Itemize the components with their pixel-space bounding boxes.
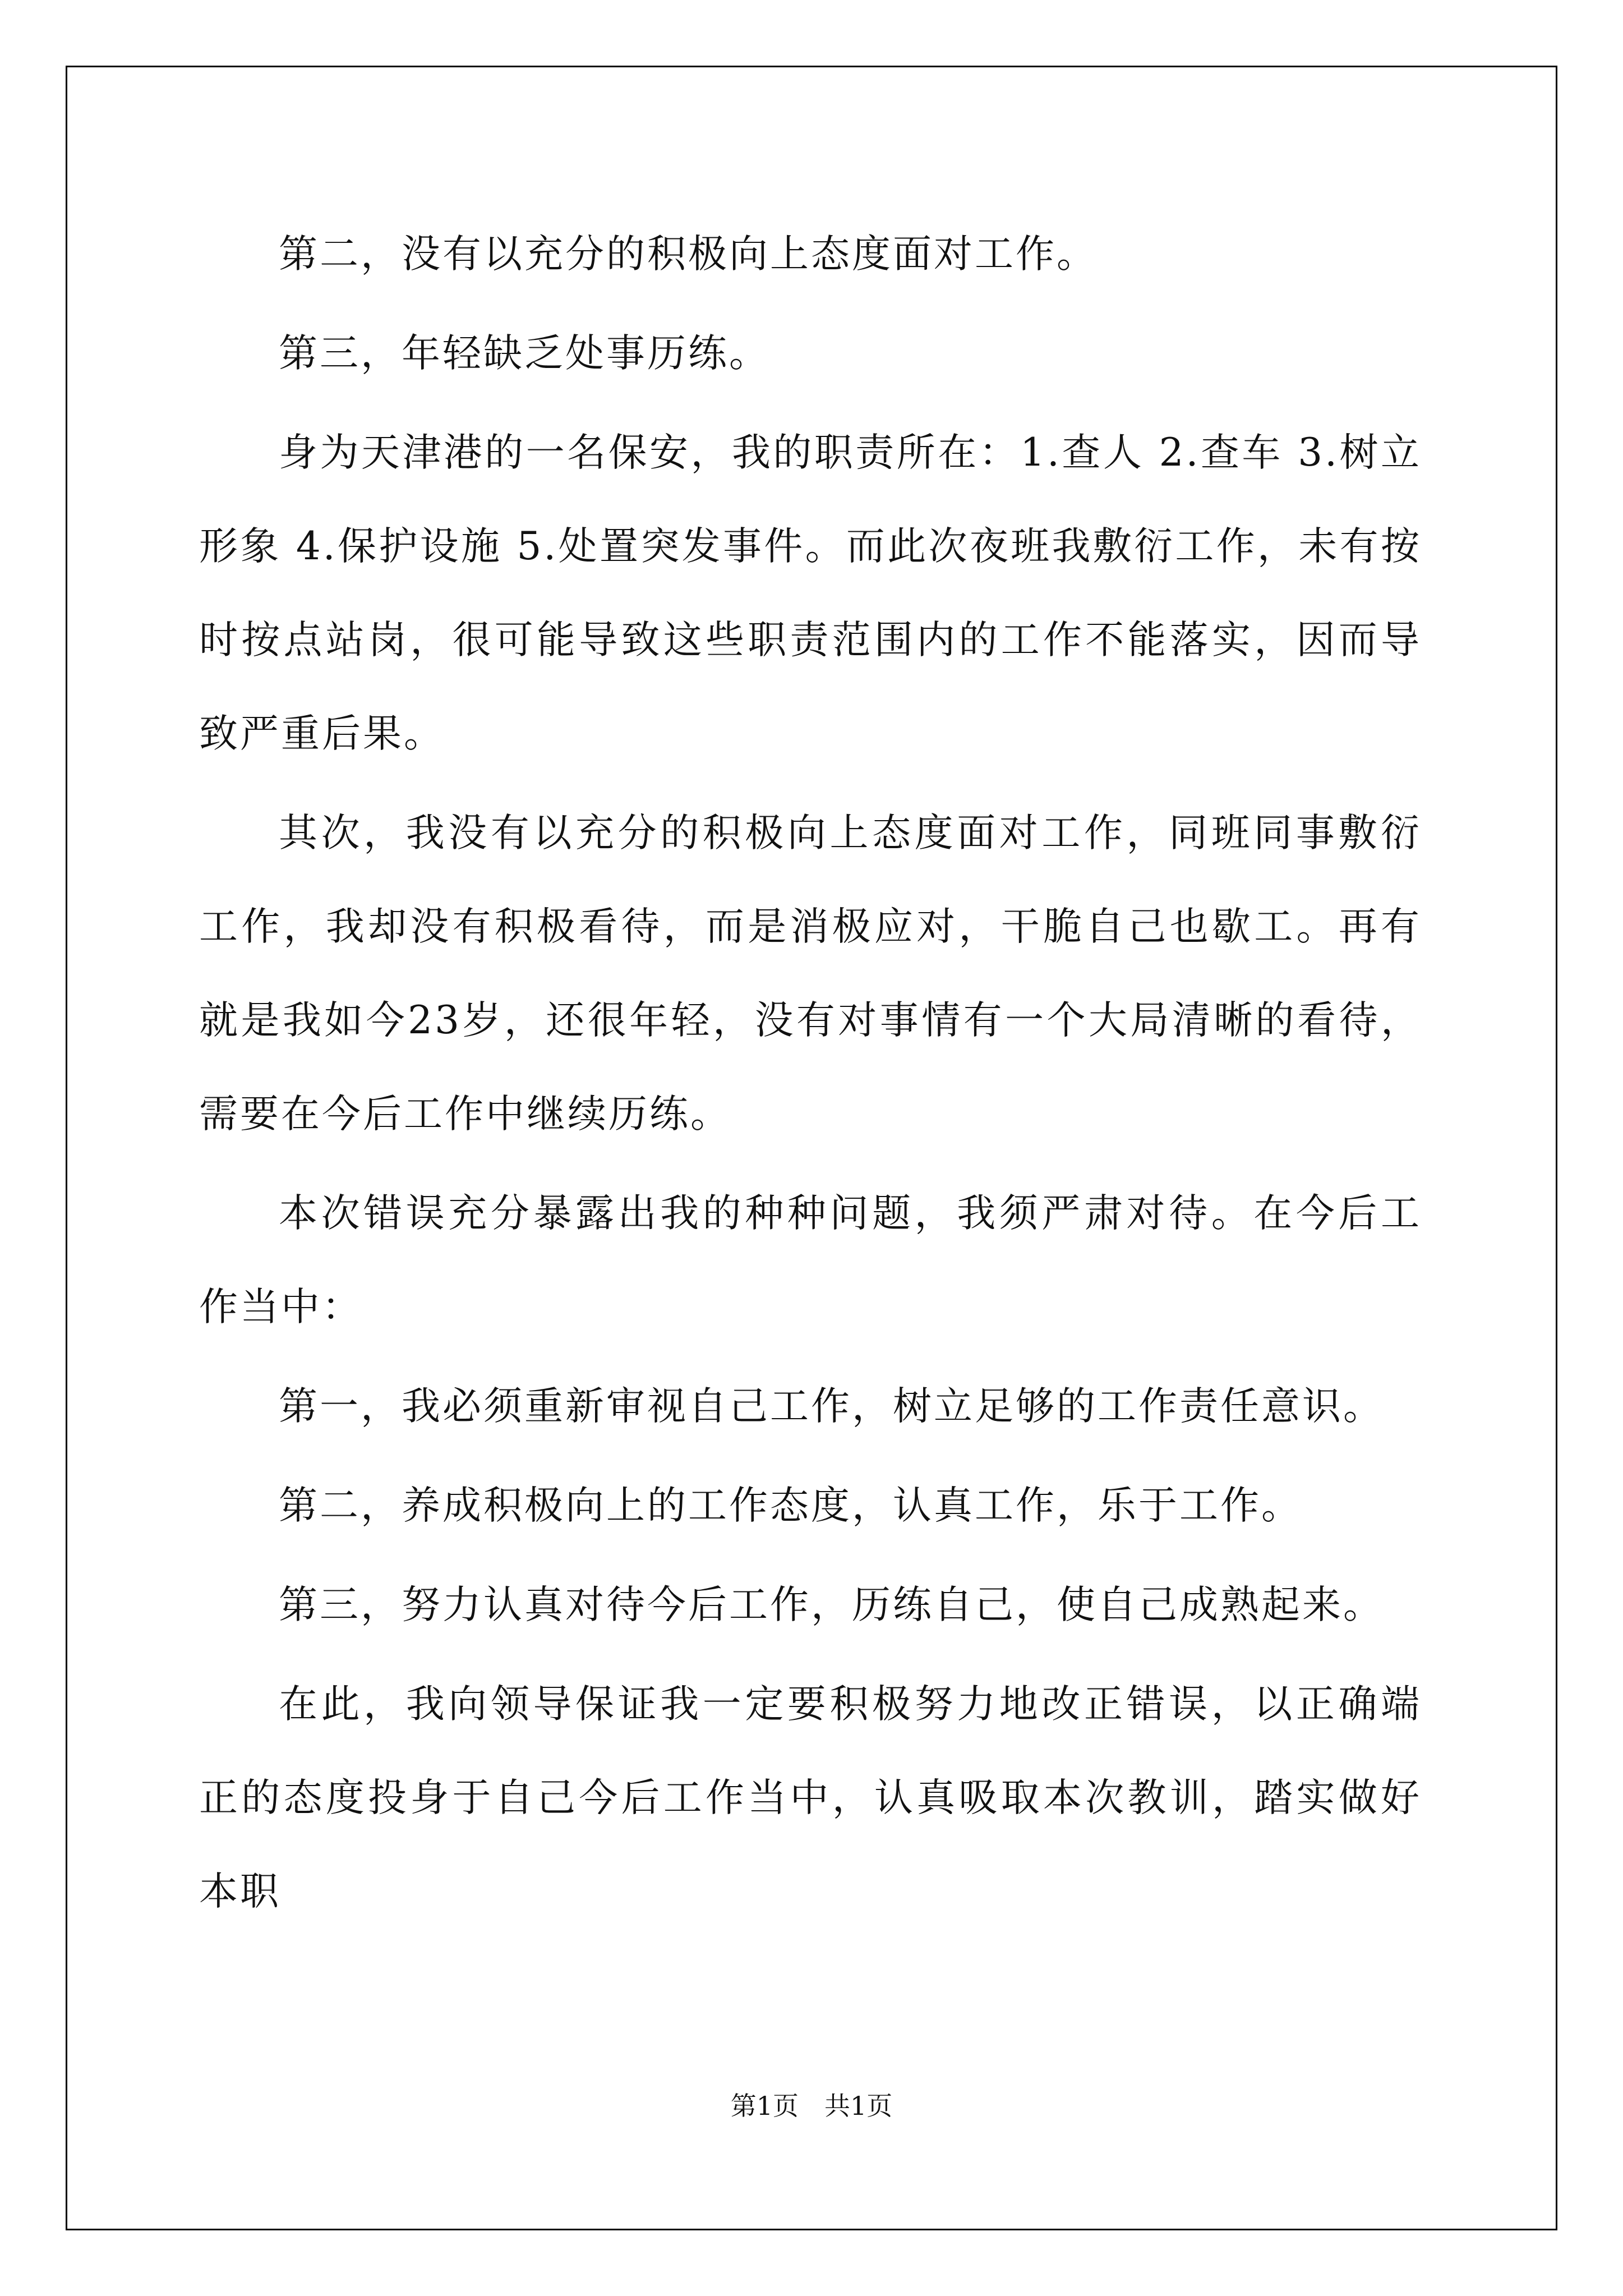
page-footer: 第1页 共1页 — [730, 2091, 893, 2121]
document-body — [199, 208, 1422, 1944]
paragraph: 第二，养成积极向上的工作态度，认真工作，乐于工作。 — [279, 1483, 1302, 1528]
paragraph: 在此，我向领导保证我一定要积极努力地改正错误，以正确端正的态度投身于自己今后工作当中，认真吸取本次教训，踏实做好本职 — [199, 1682, 1422, 1914]
paragraph: 第一，我必须重新审视自己工作，树立足够的工作责任意识。 — [279, 1384, 1384, 1429]
paragraph: 本次错误充分暴露出我的种种问题，我须严肃对待。在今后工作当中： — [199, 1191, 1422, 1329]
paragraph: 第二，没有以充分的积极向上态度面对工作。 — [279, 232, 1098, 277]
paragraph: 第三，年轻缺乏处事历练。 — [279, 331, 770, 376]
paragraph: 第三，努力认真对待今后工作，历练自己，使自己成熟起来。 — [279, 1582, 1384, 1627]
paragraph: 其次，我没有以充分的积极向上态度面对工作，同班同事敷衍工作，我却没有积极看待，而是消极应对，干脆自己也歇工。再有就是我如今23岁，还很年轻，没有对事情有一个大局清晰的看待，需要在今后工作中继续历练。 — [199, 811, 1422, 1137]
paragraph: 身为天津港的一名保安，我的职责所在：1.查人 2.查车 3.树立形象 4.保护设施 5.处置突发事件。而此次夜班我敷衍工作，未有按时按点站岗，很可能导致这些职责范围内的工作不能落实，因而导致严重后果。 — [199, 430, 1422, 756]
